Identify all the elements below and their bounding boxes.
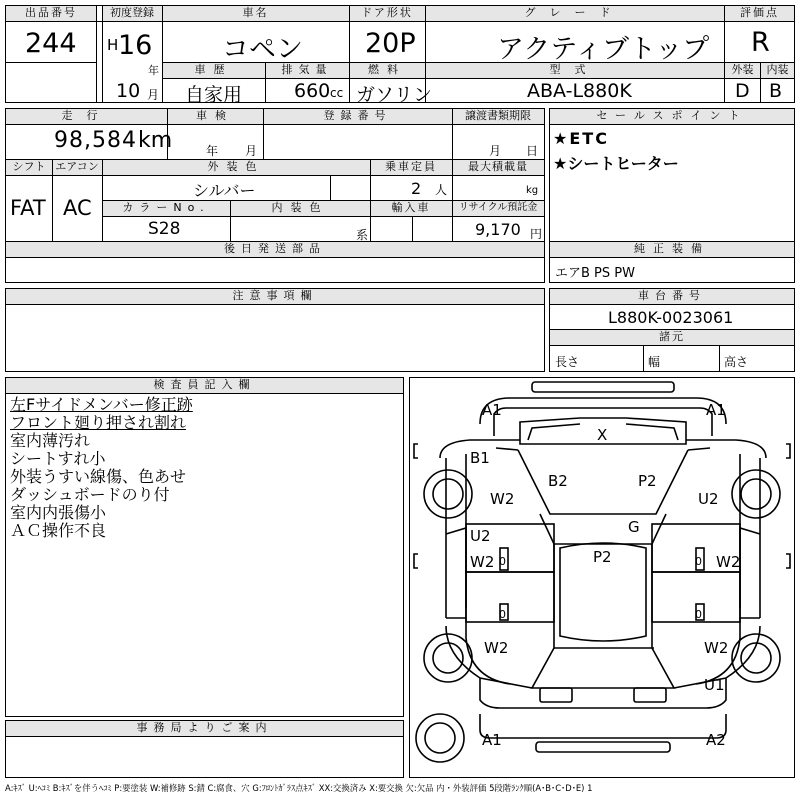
month-unit: 月 — [147, 88, 160, 102]
mark-g: G — [628, 518, 640, 536]
shift-label: シフト — [12, 160, 46, 173]
tail-lamp-left-shape — [540, 688, 572, 702]
sill-shape — [446, 528, 760, 618]
mark-b2: B2 — [548, 472, 568, 490]
max-load-label: 最大積載量 — [468, 160, 528, 173]
mark-a1-front-right: A1 — [706, 401, 726, 419]
inspector-note-line: 室内内張傷小 — [10, 503, 107, 522]
front-plate-shape — [532, 382, 674, 392]
doors: 20P — [365, 28, 416, 59]
left-rear-door-shape — [466, 572, 554, 622]
recycle-unit: 円 — [530, 227, 543, 241]
recycle-fee: 9,170 — [475, 220, 521, 239]
import-label: 輸入車 — [391, 201, 431, 214]
mileage-unit: km — [138, 128, 173, 153]
model-label: 型式 — [549, 63, 600, 76]
ac-label: エアコン — [55, 160, 99, 173]
rear-plate-shape — [536, 742, 670, 752]
mark-b1: B1 — [470, 449, 490, 467]
displacement-label: 排気量 — [281, 63, 333, 76]
max-load-unit: kg — [526, 185, 539, 196]
exterior-color-label: 外装色 — [207, 160, 265, 173]
mileage: 98,584 — [54, 128, 137, 153]
grade: アクティブトップ — [497, 34, 710, 65]
mark-w2-rear-right: W2 — [704, 639, 729, 657]
wheel-front-left-rim-shape — [433, 479, 463, 509]
interior-color-label: 内装色 — [271, 201, 329, 214]
score: R — [751, 27, 770, 58]
spare-wheel-rim-shape — [425, 723, 455, 753]
mark-u2-right: U2 — [698, 490, 719, 508]
chassis-label: 車台番号 — [638, 289, 706, 302]
mark-u2-left: U2 — [470, 527, 491, 545]
sales-point-item: ★シートヒーター — [553, 154, 679, 173]
wheel-rear-right-shape — [732, 634, 780, 682]
displacement-unit: cc — [330, 86, 344, 100]
mark-zero: 0 — [695, 555, 702, 568]
hood-edge-shape — [496, 448, 710, 450]
later-parts-label: 後日発送部品 — [224, 242, 326, 255]
spare-wheel-shape — [416, 714, 464, 762]
lot-number-label: 出品番号 — [25, 6, 77, 19]
rear-deck-shape — [532, 648, 674, 688]
lot-number: 244 — [25, 28, 77, 59]
trunk-shape — [480, 678, 726, 708]
wheel-rear-left-rim-shape — [433, 643, 463, 673]
inspector-note-line: 室内薄汚れ — [10, 431, 91, 450]
legend-text: A:ｷｽﾞ U:ﾍｺﾐ B:ｷｽﾞを伴うﾍｺﾐ P:要塗装 W:補修跡 S:錆 C:腐食、穴 G:ﾌﾛﾝﾄｶﾞﾗｽ点ｷｽﾞ XX:交換済み X:要交換 欠:欠品 内・外装評価 5段階ﾗﾝｸ順(A･B･C･D･E) 1 — [5, 783, 593, 793]
mark-a1-front-left: A1 — [482, 401, 502, 419]
equipment-value: エアB PS PW — [555, 266, 635, 281]
inspector-note-line: 外装うすい線傷、色あせ — [10, 467, 187, 486]
mark-a2-rear: A2 — [706, 731, 726, 749]
inspector-notes — [10, 396, 400, 540]
fuel-label: 燃料 — [368, 63, 406, 76]
damage-diagram — [409, 377, 795, 778]
inspection-label: 車検 — [196, 109, 234, 122]
inspector-note-line: ＡＣ操作不良 — [10, 521, 107, 540]
capacity-label: 乗車定員 — [385, 160, 437, 173]
exterior-score: D — [735, 80, 750, 102]
year-unit: 年 — [148, 64, 159, 77]
mark-x: X — [597, 426, 608, 444]
mark-u1: U1 — [704, 676, 725, 694]
mark-w2-right-door: W2 — [716, 553, 741, 571]
ac: AC — [63, 196, 92, 220]
equipment-label: 純正装備 — [634, 242, 710, 255]
mark-zero: 0 — [499, 555, 506, 568]
interior-color-unit: 系 — [356, 228, 369, 242]
first-reg-month: 10 — [116, 80, 141, 102]
sales-points-label: セールスポイント — [596, 109, 748, 122]
wheel-front-left-shape — [424, 470, 472, 518]
body-side-shape — [446, 458, 760, 618]
sales-point-item: ★ETC — [553, 129, 609, 148]
grade-label: グレード — [524, 6, 625, 19]
inspector-label: 検査員記入欄 — [153, 378, 256, 391]
front-bumper-shape — [480, 398, 726, 424]
first-reg-year: 16 — [118, 30, 153, 61]
capacity-unit: 人 — [435, 183, 448, 197]
wheel-front-right-rim-shape — [741, 479, 771, 509]
mark-a1-rear: A1 — [482, 731, 502, 749]
hood-shape — [518, 450, 688, 514]
recycle-label: リサイクル預託金 — [458, 202, 538, 213]
transfer-deadline-label: 譲渡書類期限 — [465, 109, 531, 122]
color-no-label: カラーNo. — [122, 201, 210, 214]
interior-score-label: 内装 — [766, 63, 789, 76]
mark-w2-left-door: W2 — [470, 553, 495, 571]
body-side-inner-shape — [466, 454, 740, 608]
rear-bumper-shape — [480, 714, 726, 738]
windshield-shape — [540, 514, 666, 544]
era: H — [107, 36, 119, 54]
inspector-note-line: シートすれ小 — [10, 449, 106, 468]
mark-zero: 0 — [695, 608, 702, 621]
history-label: 車歴 — [194, 63, 233, 76]
transfer-day-unit: 日 — [526, 144, 539, 158]
mileage-label: 走行 — [61, 109, 112, 122]
exterior-color: シルバー — [193, 181, 256, 200]
model-code: ABA-L880K — [527, 80, 632, 102]
inspector-note-line: フロント廻り押され割れ — [10, 413, 187, 432]
first-reg-label: 初度登録 — [110, 6, 154, 19]
car-name-label: 車名 — [242, 6, 269, 19]
exterior-score-label: 外装 — [731, 63, 754, 76]
specs-label: 諸元 — [659, 330, 685, 343]
color-no: S28 — [148, 219, 181, 239]
inspection-year-unit: 年 — [206, 144, 219, 158]
doors-label: ドア形状 — [361, 6, 413, 19]
mark-p2-roof: P2 — [593, 548, 612, 566]
inspector-note-line: 左Fサイドメンバー修正跡 — [10, 395, 193, 414]
inspector-note-line: ダッシュボードのり付 — [10, 485, 170, 504]
interior-score: B — [769, 80, 783, 102]
fuel: ガソリン — [356, 84, 433, 106]
mark-zero: 0 — [499, 608, 506, 621]
car-name: コペン — [222, 34, 303, 65]
length-label: 長さ — [555, 355, 580, 369]
capacity: 2 — [411, 179, 422, 198]
transfer-month-unit: 月 — [489, 144, 502, 158]
height-label: 高さ — [724, 355, 749, 369]
mark-w2-front-left: W2 — [490, 490, 515, 508]
reg-no-label: 登録番号 — [323, 109, 392, 122]
width-label: 幅 — [648, 355, 661, 369]
history: 自家用 — [185, 84, 243, 106]
shift: FAT — [10, 196, 46, 220]
mark-p2-hood: P2 — [638, 472, 657, 490]
chassis-number: L880K-0023061 — [608, 308, 734, 327]
office-label: 事務局よりご案内 — [136, 721, 273, 734]
inspection-month-unit: 月 — [245, 144, 258, 158]
displacement: 660 — [294, 80, 331, 102]
tail-lamp-right-shape — [634, 688, 666, 702]
score-label: 評価点 — [740, 6, 779, 19]
notes-label: 注意事項欄 — [232, 289, 318, 302]
mark-w2-rear-left: W2 — [484, 639, 509, 657]
